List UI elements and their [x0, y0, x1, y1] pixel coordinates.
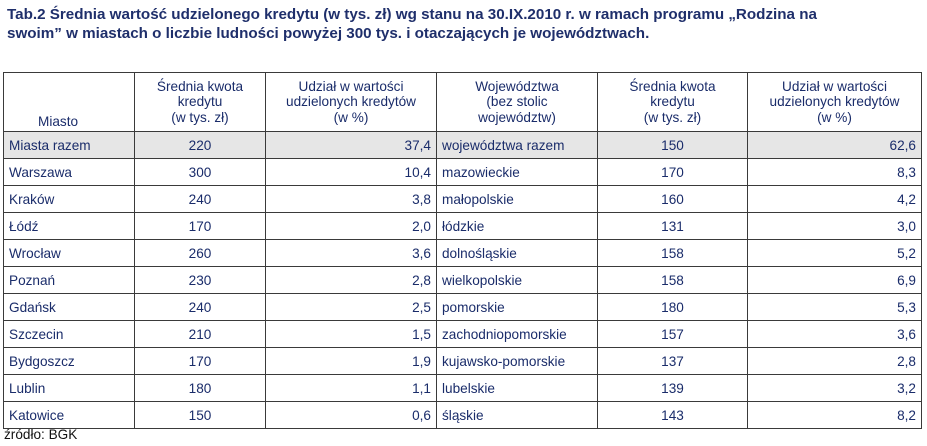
cell-kwota-miasta: 220 [135, 132, 266, 159]
header-line: Średnia kwota [156, 78, 244, 94]
cell-miasto: Gdańsk [4, 294, 135, 321]
cell-miasto: Wrocław [4, 240, 135, 267]
cell-udzial-wojewodztwa: 5,2 [748, 240, 922, 267]
table-row [4, 267, 922, 294]
cell-kwota-miasta: 210 [135, 321, 266, 348]
cell-miasto: Lublin [4, 375, 135, 402]
cell-udzial-wojewodztwa: 2,8 [748, 348, 922, 375]
cell-udzial-miasta: 2,5 [266, 294, 437, 321]
cell-kwota-wojewodztwa: 150 [598, 132, 748, 159]
cell-wojewodztwo: zachodniopomorskie [437, 321, 598, 348]
header-line: (bez stolic [486, 94, 548, 110]
header-line: kredytu [177, 94, 223, 110]
header-line: Województwa [475, 78, 559, 94]
cell-udzial-miasta: 0,6 [266, 402, 437, 429]
cell-miasto: Szczecin [4, 321, 135, 348]
header-srednia-kwota-wojewodztwa [598, 73, 748, 132]
cell-udzial-wojewodztwa: 8,2 [748, 402, 922, 429]
cell-kwota-miasta: 240 [135, 186, 266, 213]
header-line: kredytu [650, 94, 695, 110]
cell-wojewodztwo: lubelskie [437, 375, 598, 402]
cell-miasto: Poznań [4, 267, 135, 294]
cell-kwota-wojewodztwa: 131 [598, 213, 748, 240]
cell-wojewodztwo: łódzkie [437, 213, 598, 240]
cell-udzial-miasta: 3,6 [266, 240, 437, 267]
cell-kwota-miasta: 150 [135, 402, 266, 429]
cell-udzial-miasta: 1,1 [266, 375, 437, 402]
cell-udzial-wojewodztwa: 6,9 [748, 267, 922, 294]
cell-kwota-wojewodztwa: 158 [598, 240, 748, 267]
header-udzial-wojewodztwa [748, 73, 922, 132]
table-title-line-2: swoim” w miastach o liczbie ludności powyżej 300 tys. i otaczających je województwach. [7, 25, 650, 42]
header-wojewodztwa [437, 73, 598, 132]
cell-udzial-wojewodztwa: 8,3 [748, 159, 922, 186]
cell-udzial-miasta: 37,4 [266, 132, 437, 159]
cell-miasto: Kraków [4, 186, 135, 213]
cell-kwota-wojewodztwa: 137 [598, 348, 748, 375]
cell-miasto: Bydgoszcz [4, 348, 135, 375]
cell-kwota-miasta: 170 [135, 213, 266, 240]
cell-udzial-wojewodztwa: 4,2 [748, 186, 922, 213]
cell-wojewodztwo: małopolskie [437, 186, 598, 213]
header-line: (w %) [817, 109, 852, 125]
cell-miasto: Miasta razem [4, 132, 135, 159]
cell-kwota-miasta: 230 [135, 267, 266, 294]
header-line: Udział w wartości [782, 78, 887, 94]
table-row [4, 321, 922, 348]
cell-kwota-wojewodztwa: 170 [598, 159, 748, 186]
cell-kwota-wojewodztwa: 158 [598, 267, 748, 294]
table-row [4, 240, 922, 267]
source-note: źródło: BGK [4, 427, 78, 442]
cell-kwota-wojewodztwa: 139 [598, 375, 748, 402]
cell-wojewodztwo: śląskie [437, 402, 598, 429]
cell-miasto: Katowice [4, 402, 135, 429]
table-row [4, 213, 922, 240]
table-row [4, 402, 922, 429]
header-miasto: Miasto [4, 73, 135, 132]
cell-udzial-wojewodztwa: 3,0 [748, 213, 922, 240]
credit-table [3, 72, 922, 429]
header-line: udzielonych kredytów [286, 94, 416, 110]
cell-kwota-miasta: 300 [135, 159, 266, 186]
cell-wojewodztwo: województwa razem [437, 132, 598, 159]
table-title-line-1: Tab.2 Średnia wartość udzielonego kredytu (w tys. zł) wg stanu na 30.IX.2010 r. w ramach programu „Rodzina na [7, 6, 817, 23]
cell-miasto: Łódź [4, 213, 135, 240]
header-line: Średnia kwota [629, 78, 716, 94]
cell-udzial-wojewodztwa: 3,2 [748, 375, 922, 402]
cell-udzial-miasta: 2,0 [266, 213, 437, 240]
cell-udzial-miasta: 10,4 [266, 159, 437, 186]
cell-kwota-miasta: 170 [135, 348, 266, 375]
cell-kwota-miasta: 180 [135, 375, 266, 402]
cell-miasto: Warszawa [4, 159, 135, 186]
cell-udzial-wojewodztwa: 3,6 [748, 321, 922, 348]
cell-kwota-wojewodztwa: 157 [598, 321, 748, 348]
table-title [7, 5, 922, 43]
cell-kwota-wojewodztwa: 180 [598, 294, 748, 321]
header-row [4, 73, 922, 132]
cell-wojewodztwo: kujawsko-pomorskie [437, 348, 598, 375]
header-line: (w tys. zł) [643, 109, 702, 125]
cell-kwota-wojewodztwa: 160 [598, 186, 748, 213]
table-row-total [4, 132, 922, 159]
cell-udzial-wojewodztwa: 5,3 [748, 294, 922, 321]
header-srednia-kwota-miasta [135, 73, 266, 132]
header-line: (w tys. zł) [171, 109, 229, 125]
cell-udzial-miasta: 1,9 [266, 348, 437, 375]
table-row [4, 294, 922, 321]
header-line: województw) [478, 109, 556, 125]
table-row [4, 159, 922, 186]
cell-udzial-miasta: 1,5 [266, 321, 437, 348]
table-row [4, 348, 922, 375]
header-line: (w %) [333, 109, 369, 125]
table-row [4, 186, 922, 213]
cell-kwota-miasta: 240 [135, 294, 266, 321]
cell-kwota-miasta: 260 [135, 240, 266, 267]
header-line: udzielonych kredytów [769, 94, 900, 110]
cell-wojewodztwo: wielkopolskie [437, 267, 598, 294]
cell-udzial-miasta: 3,8 [266, 186, 437, 213]
cell-udzial-miasta: 2,8 [266, 267, 437, 294]
table-row [4, 375, 922, 402]
cell-kwota-wojewodztwa: 143 [598, 402, 748, 429]
header-line: Udział w wartości [298, 78, 404, 94]
cell-wojewodztwo: pomorskie [437, 294, 598, 321]
cell-udzial-wojewodztwa: 62,6 [748, 132, 922, 159]
cell-wojewodztwo: dolnośląskie [437, 240, 598, 267]
cell-wojewodztwo: mazowieckie [437, 159, 598, 186]
header-udzial-miasta [266, 73, 437, 132]
